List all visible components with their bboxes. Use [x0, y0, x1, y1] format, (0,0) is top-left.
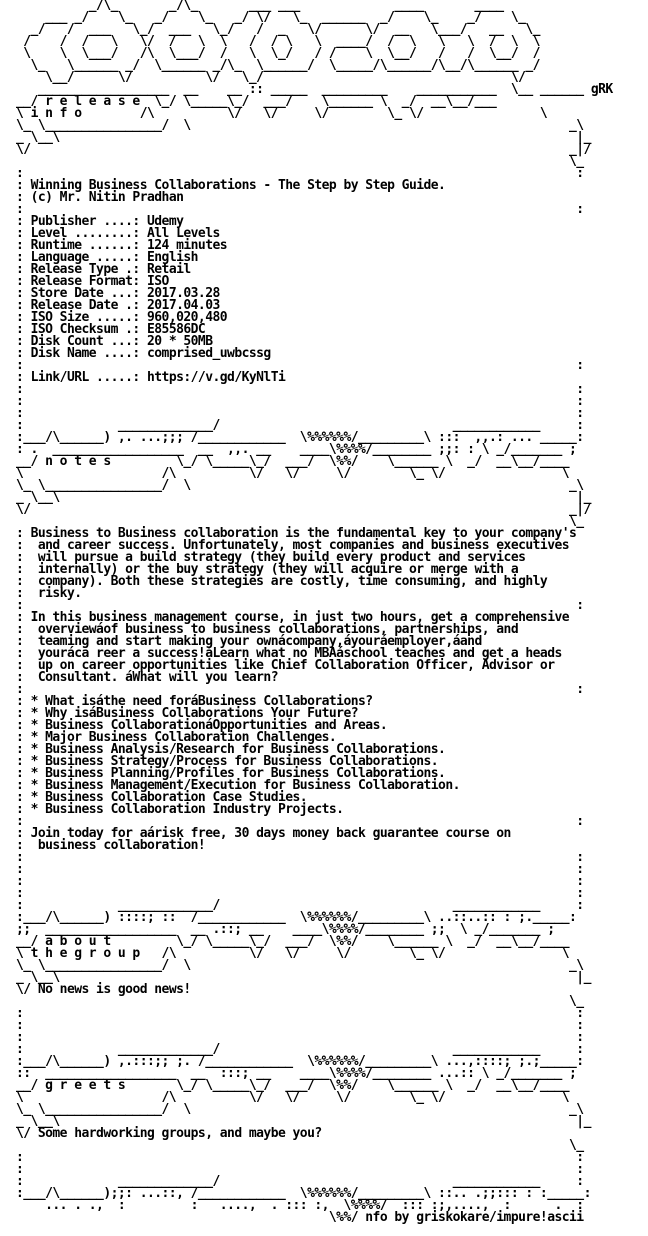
logo-line: / / / \ \/ / \ \ / / \ \ ____/ / \ \ \ / \ \ [16, 34, 540, 49]
logo-line: ___ _/ \_ _/ \_ _/ \/ \_ ______ _/ \_ _/ \_ [16, 10, 526, 25]
bullet-line: : * Major Business Collaboration Challenges. [16, 730, 337, 745]
divider-line: : . __________________ __ ,,. __ ____\%%%%/________ ;;: : \ _/_______ ; [16, 442, 577, 457]
release-title: Winning Business Collaborations - The Step by Step Guide. [30, 178, 446, 193]
divider-line: :___/\______) ,.:::;; ;. /____________ \%%%%%%/_________\ ...,::::; ;.;_____: [16, 1054, 584, 1069]
notes-line: : and career success. Unfortunately, most companies and business executives [16, 538, 570, 553]
divider-line: : _____________/ ____________ : [16, 898, 584, 913]
divider-line: ;; __________________ __ .::; __ ____\%%%%/________ ;; \ _/_______ ; [16, 922, 555, 937]
release-header-label: \ i n f o /\ \/ \/ \/ \_ \/ \ [16, 106, 548, 121]
frame-line: : : [16, 598, 584, 613]
frame-line: \/ _|/ [16, 502, 591, 517]
notes-text: Consultant. áWhat will you learn? [30, 670, 278, 685]
field-value: comprised_uwbcssg [147, 346, 271, 361]
field-key: Disk Count ...: [30, 334, 140, 349]
ascii-logo [16, 0, 632, 84]
field-row: : Disk Name ....: comprised_uwbcssg [16, 346, 271, 361]
logo-line: \ \ \___/ /\ \___/ / \ \_/ / / \ \__/ / / \__/ / [16, 46, 540, 61]
divider-line: : _____________/ ____________ : [16, 1174, 584, 1189]
frame-line: \ /\ \/ \/ \/ \_ \/ \ [16, 466, 570, 481]
release-header-bottom: \_ \________________/ \ _\ [16, 118, 584, 133]
field-value: All Levels [147, 226, 220, 241]
frame-line: : : [16, 874, 584, 889]
frame-line: \_ [16, 514, 584, 529]
release-header-label: __/ r e l e a s e \_/ \_____\_/ ___/ \______ \ _/ __\__/___ [16, 94, 497, 109]
bullet-item: * Why isáBusiness Collaborations Your Future? [30, 706, 359, 721]
field-row: : Release Date .: 2017.04.03 [16, 298, 220, 313]
bullet-item: * Major Business Collaboration Challenges. [30, 730, 337, 745]
frame-line: \_ [16, 994, 584, 1009]
notes-line: : teaming and start making your ownácompany,áyouráemployer,áand [16, 634, 482, 649]
field-row: : Release Format: ISO [16, 274, 169, 289]
field-key: Disk Name ....: [30, 346, 140, 361]
notes-line: : internally) or the buy strategy (they will acquire or merge with a [16, 562, 519, 577]
frame-line: : : [16, 1018, 584, 1033]
frame-line: _ \__\ |_ [16, 130, 591, 145]
field-key: Publisher ....: [30, 214, 140, 229]
notes-line: : business collaboration! [16, 838, 206, 853]
bullet-item: * Business Collaboration Case Studies. [30, 790, 308, 805]
notes-label: n o t e s [45, 454, 111, 469]
field-row: : ISO Size .....: 960,020,480 [16, 310, 228, 325]
field-value: 2017.04.03 [147, 298, 220, 313]
release-author-line: : (c) Mr. Nitin Pradhan [16, 190, 184, 205]
logo-line: _/ / ___ \_/ ___ \_/ / _ \/ \/ __ \___/ __ \_ [16, 22, 540, 37]
bullet-line: : * Business CollaborationáOpportunities and Areas. [16, 718, 388, 733]
notes-line: : company). Both these strategies are costly, time consuming, and highly [16, 574, 548, 589]
frame-line: : : [16, 166, 584, 181]
field-row: : Runtime ......: 124 minutes [16, 238, 228, 253]
field-value: 124 minutes [147, 238, 228, 253]
divider-line: :___/\______);;: ...::, /____________ \%%%%%%/_________\ ::.. .;;::: : :_____: [16, 1186, 591, 1201]
release-header-top: __________________ __ __ :: _____ _________ ___________ \__ ______ gRK [16, 82, 613, 97]
greets-line: \/ Some hardworking groups, and maybe you? [16, 1126, 322, 1141]
notes-text: company). Both these strategies are costly, time consuming, and highly [30, 574, 548, 589]
field-key: Release Format: [30, 274, 140, 289]
notes-text: risky. [30, 586, 82, 601]
bottom-tail: ... . ., : : ...., . ::: :, \%%%%/ ::: :;,...., : . : [16, 1198, 584, 1213]
notes-text: internally) or the buy strategy (they will acquire or merge with a [30, 562, 519, 577]
logo-line: _/\_ _/\_ ___ ___ ____ ____ [16, 0, 504, 13]
notes-line: : up on career opportunities like Chief Collaboration Officer, Advisor or [16, 658, 555, 673]
field-row: : Publisher ....: Udemy [16, 214, 184, 229]
notes-line: : will pursue a build strategy (they build every product and services [16, 550, 526, 565]
bullet-item: * What isáthe need foráBusiness Collaborations? [30, 694, 373, 709]
release-author: (c) Mr. Nitin Pradhan [30, 190, 184, 205]
field-value: Udemy [147, 214, 184, 229]
frame-line: : : [16, 850, 584, 865]
notes-line: : overviewáof business to business collaborations, partnerships, and [16, 622, 519, 637]
field-row: : Level ........: All Levels [16, 226, 220, 241]
field-key: Release Date .: [30, 298, 140, 313]
bullet-line: : * Why isáBusiness Collaborations Your Future? [16, 706, 359, 721]
field-row: : Language .....: English [16, 250, 198, 265]
field-row: : ISO Checksum .: E85586DC [16, 322, 206, 337]
field-value: 20 * 50MB [147, 334, 213, 349]
logo-line: \_ \______ _/ \______ _/\_ \______/ \_____/\______/\__/\______ _/ [16, 58, 540, 73]
about-label-2: t h e g r o u p [30, 946, 140, 961]
frame-line: : : [16, 394, 584, 409]
field-value: 960,020,480 [147, 310, 228, 325]
about-header-label: __/ a b o u t \_/ \_____\_/ ___/ \%%/ \______ \ _/ __\__/____ [16, 934, 570, 949]
bullet-line: : * Business Collaboration Case Studies. [16, 790, 308, 805]
field-key: Release Type .: [30, 262, 140, 277]
bullet-line: : * Business Planning/Profiles for Business Collaborations. [16, 766, 446, 781]
bullet-line: : * Business Management/Execution for Business Collaboration. [16, 778, 460, 793]
notes-text: Business to Business collaboration is the fundamental key to your company's [30, 526, 577, 541]
bullet-item: * Business CollaborationáOpportunities and Areas. [30, 718, 388, 733]
divider-line: : _____________/ ____________ : [16, 418, 584, 433]
field-key: Runtime ......: [30, 238, 140, 253]
about-header-label: \ t h e g r o u p /\ \/ \/ \/ \_ \/ \ [16, 946, 570, 961]
frame-line: \ /\ \/ \/ \/ \_ \/ \ [16, 1090, 570, 1105]
field-key: Level ........: [30, 226, 140, 241]
notes-text: and career success. Unfortunately, most companies and business executives [30, 538, 570, 553]
bullet-line: : * Business Analysis/Research for Business Collaborations. [16, 742, 446, 757]
bullet-line: : * Business Collaboration Industry Projects. [16, 802, 344, 817]
notes-text: Join today for aárisk free, 30 days money back guarantee course on [30, 826, 511, 841]
frame-line: \/ _|/ [16, 142, 591, 157]
notes-line: : Business to Business collaboration is the fundamental key to your company's [16, 526, 577, 541]
bullet-item: * Business Analysis/Research for Business Collaborations. [30, 742, 446, 757]
frame-line: : : [16, 1006, 584, 1021]
logo-line: \__/ \/ \/ \_/ \/ [16, 70, 526, 85]
notes-line: : Consultant. áWhat will you learn? [16, 670, 278, 685]
notes-text: business collaboration! [30, 838, 206, 853]
bullet-item: * Business Planning/Profiles for Business Collaborations. [30, 766, 446, 781]
field-row: : Store Date ...: 2017.03.28 [16, 286, 220, 301]
frame-line: \_ \________________/ \ _\ [16, 958, 584, 973]
bullet-line: : * What isáthe need foráBusiness Collaborations? [16, 694, 373, 709]
field-key: Language .....: [30, 250, 140, 265]
notes-text: will pursue a build strategy (they build every product and services [30, 550, 526, 565]
frame-line: \_ \________________/ \ _\ [16, 478, 584, 493]
footer-credit: nfo by griskokare/impure!ascii [365, 1210, 584, 1225]
credit-tag: gRK [590, 82, 613, 97]
frame-line: : : [16, 1150, 584, 1165]
field-key: Store Date ...: [30, 286, 140, 301]
notes-line: : Join today for aárisk free, 30 days money back guarantee course on [16, 826, 511, 841]
bullet-item: * Business Strategy/Process for Business Collaborations. [30, 754, 439, 769]
field-value: Retail [147, 262, 191, 277]
divider-line: :: __________________ __ :::; __ ____\%%%%/________ ...:: \ _/_______ ; [16, 1066, 577, 1081]
frame-line: : : [16, 202, 584, 217]
frame-line: : : [16, 886, 584, 901]
link-url[interactable]: https://v.gd/KyNlTi [147, 370, 286, 385]
release-label-2: i n f o [30, 106, 82, 121]
notes-text: overviewáof business to business collaborations, partnerships, and [30, 622, 519, 637]
frame-line: \_ [16, 1138, 584, 1153]
link-key: Link/URL .....: [30, 370, 140, 385]
bullet-item: * Business Collaboration Industry Projects. [30, 802, 344, 817]
field-row: : Release Type .: Retail [16, 262, 191, 277]
field-value: E85586DC [147, 322, 206, 337]
release-title-line: : Winning Business Collaborations - The Step by Step Guide. [16, 178, 446, 193]
about-label: a b o u t [45, 934, 111, 949]
frame-line: : : [16, 814, 584, 829]
notes-text: up on career opportunities like Chief Collaboration Officer, Advisor or [30, 658, 555, 673]
frame-line: : : [16, 358, 584, 373]
bullet-item: * Business Management/Execution for Business Collaboration. [30, 778, 460, 793]
greets-label: g r e e t s [45, 1078, 126, 1093]
field-row: : Disk Count ...: 20 * 50MB [16, 334, 213, 349]
greets-text: Some hardworking groups, and maybe you? [37, 1126, 322, 1141]
footer-line: \%%/ nfo by griskokare/impure!ascii [16, 1210, 584, 1225]
frame-line: _ \__\ |_ [16, 970, 591, 985]
frame-line: : : [16, 682, 584, 697]
field-value: English [147, 250, 198, 265]
frame-line: : : [16, 1162, 584, 1177]
bullet-line: : * Business Strategy/Process for Business Collaborations. [16, 754, 439, 769]
frame-line: \_ \________________/ \ _\ [16, 1102, 584, 1117]
notes-line: : In this business management course, in just two hours, get a comprehensive [16, 610, 570, 625]
notes-text: In this business management course, in just two hours, get a comprehensive [30, 610, 570, 625]
frame-line: : : [16, 862, 584, 877]
field-value: ISO [147, 274, 169, 289]
about-line: \/ No news is good news! [16, 982, 191, 997]
notes-line: : risky. [16, 586, 82, 601]
frame-line: _ \__\ |_ [16, 490, 591, 505]
frame-line: : : [16, 1030, 584, 1045]
frame-line: : : [16, 382, 584, 397]
divider-line: : _____________/ ____________ : [16, 1042, 584, 1057]
divider-line: :___/\______) ::::; :: /____________ \%%%%%%/_________\ ..::..:: : ;._____: [16, 910, 577, 925]
frame-line: : : [16, 406, 584, 421]
release-label: r e l e a s e [45, 94, 140, 109]
field-key: ISO Checksum .: [30, 322, 140, 337]
link-row: : Link/URL .....: https://v.gd/KyNlTi [16, 370, 286, 385]
notes-text: youráca reer a success!áLearn what no MBAáschool teaches and get a heads [30, 646, 562, 661]
divider-line: :___/\______) ,. ...;;; /____________ \%%%%%%/_________\ ::: ,,.: ... _____: [16, 430, 584, 445]
frame-line: _ \__\ |_ [16, 1114, 591, 1129]
notes-header-label: __/ n o t e s \_/ \_____\_/ ___/ \%%/ \______ \ _/ __\__/____ [16, 454, 570, 469]
notes-line: : youráca reer a success!áLearn what no MBAáschool teaches and get a heads [16, 646, 562, 661]
field-key: ISO Size .....: [30, 310, 140, 325]
greets-header-label: __/ g r e e t s \_/ \_____\_/ ___/ \%%/ \______ \ _/ __\__/____ [16, 1078, 570, 1093]
about-text: No news is good news! [37, 982, 191, 997]
field-value: 2017.03.28 [147, 286, 220, 301]
notes-text: teaming and start making your ownácompany,áyouráemployer,áand [30, 634, 482, 649]
frame-line: \_ [16, 154, 584, 169]
